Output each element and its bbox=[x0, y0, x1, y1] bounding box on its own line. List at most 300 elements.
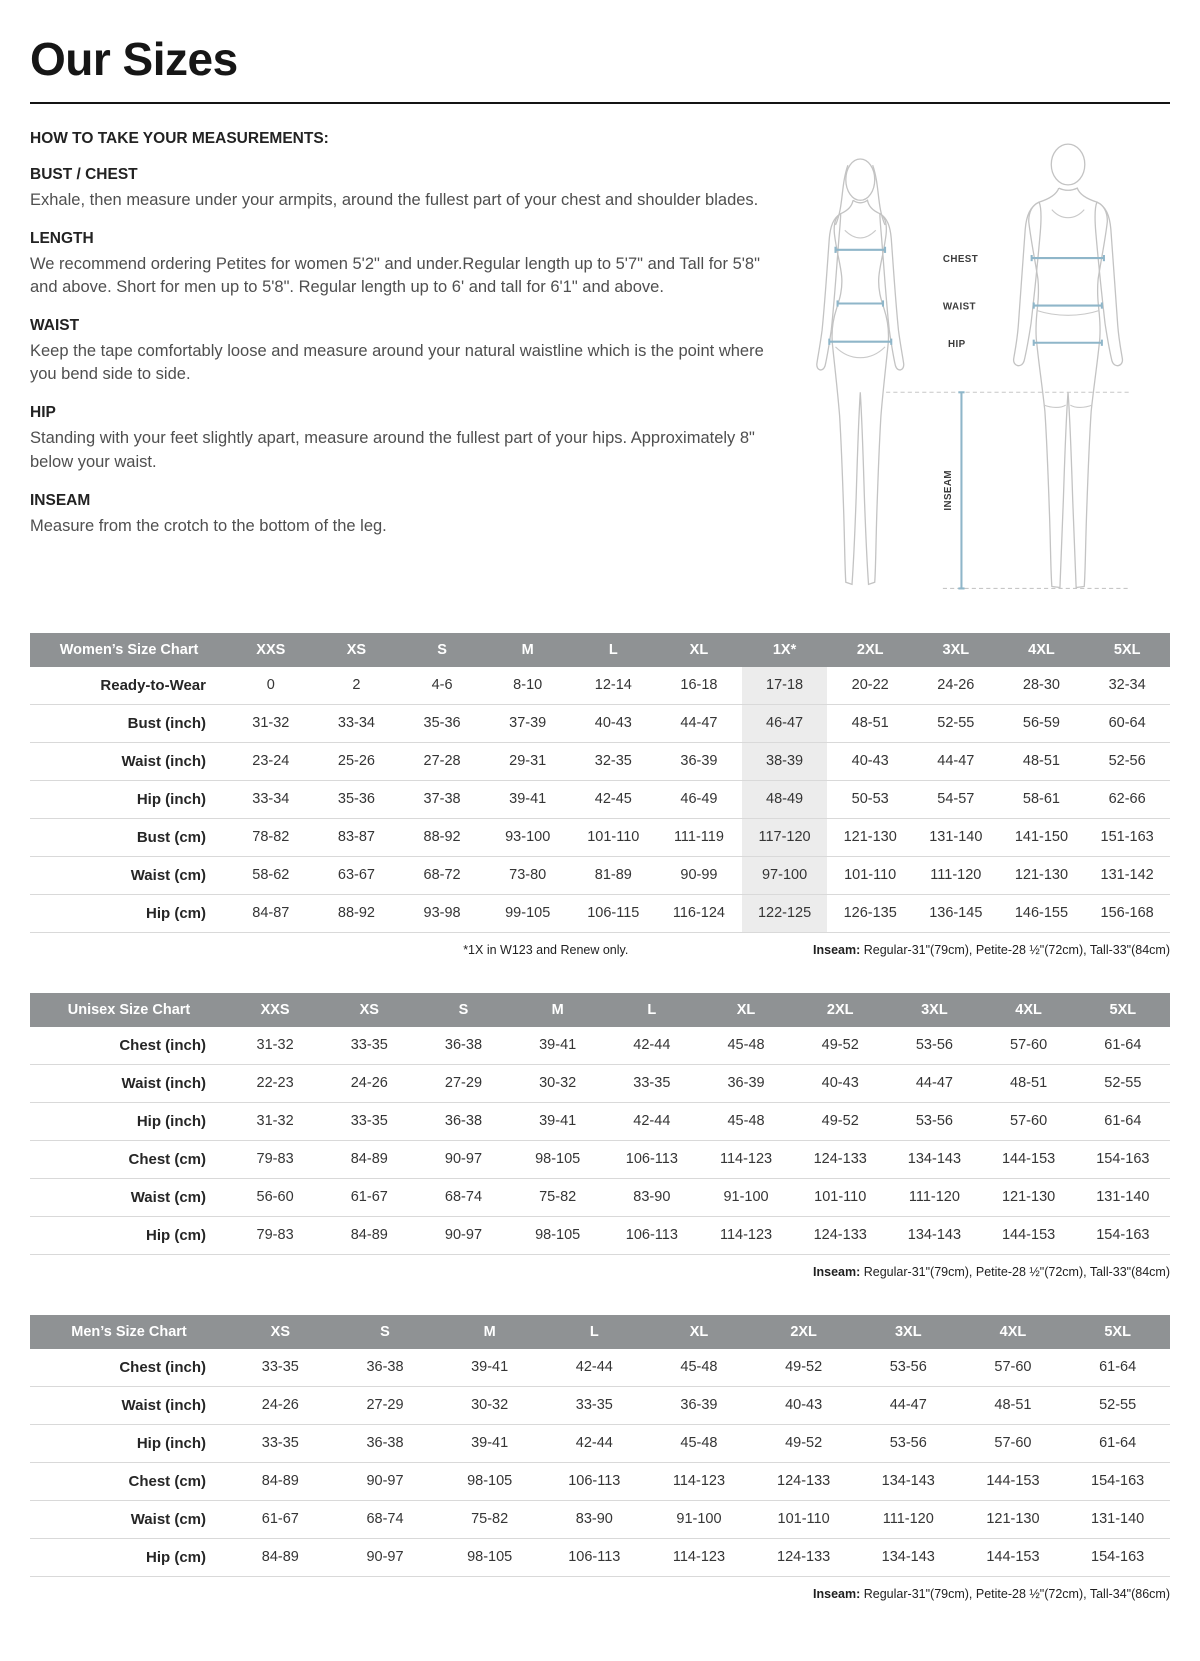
size-cell: 23-24 bbox=[252, 753, 290, 770]
table-row bbox=[30, 1386, 1170, 1424]
size-cell: 32-34 bbox=[1108, 677, 1146, 694]
size-cell: 33-34 bbox=[337, 715, 375, 732]
size-cell: 98-105 bbox=[535, 1227, 581, 1244]
size-cell: 52-55 bbox=[1099, 1397, 1137, 1414]
column-header: L bbox=[571, 633, 657, 667]
body-measurement-diagram bbox=[788, 126, 1170, 603]
size-cell: 36-38 bbox=[366, 1435, 404, 1452]
size-cell: 38-39 bbox=[742, 742, 828, 780]
size-cell: 45-48 bbox=[727, 1113, 765, 1130]
size-cell: 93-100 bbox=[505, 829, 551, 846]
size-cell: 49-52 bbox=[785, 1359, 823, 1376]
size-cell: 31-32 bbox=[252, 715, 290, 732]
size-cell: 101-110 bbox=[844, 867, 897, 884]
size-cell: 45-48 bbox=[680, 1359, 718, 1376]
section-title: BUST / CHEST bbox=[30, 166, 138, 183]
inseam-footnote-text: Regular-31"(79cm), Petite-28 ½"(72cm), Tall-33"(84cm) bbox=[860, 942, 1170, 957]
size-cell: 68-74 bbox=[366, 1511, 404, 1528]
size-cell: 144-153 bbox=[1001, 1151, 1056, 1168]
size-cell: 84-87 bbox=[252, 905, 290, 922]
table-row bbox=[30, 1140, 1170, 1178]
column-header: L bbox=[605, 993, 699, 1027]
row-label: Waist (inch) bbox=[121, 1074, 206, 1092]
table-row bbox=[30, 818, 1170, 856]
size-cell: 68-74 bbox=[444, 1189, 483, 1206]
inseam-footnote-text: Regular-31"(79cm), Petite-28 ½"(72cm), Tall-33"(84cm) bbox=[860, 1264, 1170, 1279]
size-cell: 88-92 bbox=[423, 829, 461, 846]
size-cell: 48-51 bbox=[1022, 753, 1060, 770]
size-cell: 88-92 bbox=[337, 905, 375, 922]
section-title: INSEAM bbox=[30, 491, 91, 509]
column-header: XL bbox=[647, 1315, 752, 1349]
size-cell: 84-89 bbox=[350, 1151, 388, 1168]
unisex-size-chart-section bbox=[30, 993, 1170, 1279]
howto-heading: HOW TO TAKE YOUR MEASUREMENTS: bbox=[30, 130, 329, 147]
size-cell: 40-43 bbox=[785, 1397, 823, 1414]
size-cell: 134-143 bbox=[881, 1549, 935, 1566]
size-cell: 106-113 bbox=[568, 1549, 621, 1566]
row-label: Chest (inch) bbox=[119, 1358, 206, 1376]
size-cell: 46-47 bbox=[742, 704, 828, 742]
column-header: L bbox=[542, 1315, 647, 1349]
size-cell: 57-60 bbox=[1010, 1037, 1048, 1054]
inseam-footnote-text: Regular-31"(79cm), Petite-28 ½"(72cm), Tall-34"(86cm) bbox=[860, 1586, 1170, 1601]
size-cell: 81-89 bbox=[594, 867, 632, 884]
size-cell: 53-56 bbox=[915, 1037, 953, 1054]
size-cell: 20-22 bbox=[851, 677, 889, 694]
size-cell: 111-120 bbox=[908, 1189, 960, 1206]
column-header: XL bbox=[699, 993, 793, 1027]
column-header: 2XL bbox=[827, 633, 913, 667]
column-header: S bbox=[333, 1315, 438, 1349]
size-cell: 30-32 bbox=[471, 1397, 509, 1414]
size-cell: 35-36 bbox=[337, 791, 375, 808]
size-cell: 156-168 bbox=[1100, 905, 1154, 922]
size-cell: 124-133 bbox=[813, 1151, 867, 1168]
size-cell: 61-64 bbox=[1099, 1435, 1137, 1452]
size-cell: 151-163 bbox=[1100, 829, 1154, 846]
table-row bbox=[30, 1349, 1170, 1387]
mens-size-chart-table bbox=[30, 1315, 1170, 1577]
size-cell: 84-89 bbox=[350, 1227, 388, 1244]
table-row bbox=[30, 1462, 1170, 1500]
size-cell: 40-43 bbox=[594, 715, 632, 732]
size-cell: 101-110 bbox=[814, 1189, 867, 1206]
womens-chart-notes bbox=[30, 943, 1170, 957]
size-cell: 36-38 bbox=[444, 1037, 483, 1054]
table-row bbox=[30, 780, 1170, 818]
table-row bbox=[30, 1500, 1170, 1538]
size-cell: 52-55 bbox=[1104, 1075, 1142, 1092]
size-cell: 98-105 bbox=[535, 1151, 581, 1168]
size-cell: 56-60 bbox=[256, 1189, 294, 1206]
inseam-footnote bbox=[813, 943, 1170, 957]
measurement-instructions bbox=[30, 126, 768, 603]
size-cell: 24-26 bbox=[937, 677, 975, 694]
size-cell: 124-133 bbox=[777, 1473, 831, 1490]
row-label: Chest (inch) bbox=[119, 1036, 206, 1054]
size-cell: 121-130 bbox=[986, 1511, 1040, 1528]
size-cell: 63-67 bbox=[337, 867, 375, 884]
page-title: Our Sizes bbox=[30, 33, 238, 85]
size-cell: 48-51 bbox=[851, 715, 889, 732]
size-cell: 57-60 bbox=[1010, 1113, 1048, 1130]
size-cell: 84-89 bbox=[261, 1549, 299, 1566]
size-cell: 33-35 bbox=[633, 1075, 671, 1092]
section-body: Keep the tape comfortably loose and measure around your natural waistline which is the point where you bend side to side. bbox=[30, 342, 764, 384]
size-cell: 25-26 bbox=[337, 753, 375, 770]
table-row bbox=[30, 667, 1170, 705]
size-cell: 106-115 bbox=[587, 905, 640, 922]
row-label: Hip (inch) bbox=[136, 1434, 206, 1452]
size-cell: 131-140 bbox=[1096, 1189, 1150, 1206]
male-figure bbox=[1014, 144, 1123, 587]
size-cell: 141-150 bbox=[1014, 829, 1069, 846]
header-row bbox=[30, 993, 1170, 1027]
size-cell: 29-31 bbox=[509, 753, 547, 770]
size-cell: 33-34 bbox=[252, 791, 290, 808]
size-cell: 24-26 bbox=[261, 1397, 299, 1414]
size-cell: 131-140 bbox=[1091, 1511, 1145, 1528]
female-measure-lines bbox=[829, 247, 891, 345]
size-cell: 35-36 bbox=[423, 715, 461, 732]
size-cell: 90-97 bbox=[366, 1473, 404, 1490]
size-cell: 22-23 bbox=[256, 1075, 294, 1092]
size-cell: 131-142 bbox=[1100, 867, 1154, 884]
hip-label: HIP bbox=[948, 338, 966, 350]
size-cell: 30-32 bbox=[539, 1075, 577, 1092]
column-header: 3XL bbox=[856, 1315, 961, 1349]
section-body: Standing with your feet slightly apart, measure around the fullest part of your hips. Approximately 8" below your waist. bbox=[30, 429, 755, 471]
size-cell: 27-29 bbox=[444, 1075, 483, 1092]
section-body: Measure from the crotch to the bottom of the leg. bbox=[30, 516, 387, 535]
header-row bbox=[30, 1315, 1170, 1349]
waist-label: WAIST bbox=[942, 301, 976, 313]
size-cell: 36-38 bbox=[366, 1359, 404, 1376]
size-cell: 53-56 bbox=[915, 1113, 953, 1130]
size-cell: 93-98 bbox=[423, 905, 461, 922]
one-x-footnote: *1X in W123 and Renew only. bbox=[463, 942, 629, 957]
size-cell: 111-119 bbox=[673, 829, 724, 846]
size-cell: 60-64 bbox=[1108, 715, 1146, 732]
table-row bbox=[30, 1178, 1170, 1216]
table-title: Unisex Size Chart bbox=[30, 993, 228, 1027]
size-cell: 36-39 bbox=[727, 1075, 765, 1092]
size-cell: 33-35 bbox=[350, 1037, 388, 1054]
size-cell: 31-32 bbox=[256, 1113, 294, 1130]
size-cell: 97-100 bbox=[742, 856, 828, 894]
row-label: Waist (cm) bbox=[130, 1510, 206, 1528]
column-header: 4XL bbox=[982, 993, 1076, 1027]
size-cell: 144-153 bbox=[986, 1549, 1040, 1566]
size-cell: 114-123 bbox=[719, 1227, 773, 1244]
size-cell: 44-47 bbox=[889, 1397, 927, 1414]
table-row bbox=[30, 1102, 1170, 1140]
title-divider bbox=[30, 102, 1170, 104]
table-title: Men’s Size Chart bbox=[30, 1315, 228, 1349]
column-header: XS bbox=[314, 633, 400, 667]
size-cell: 49-52 bbox=[821, 1037, 859, 1054]
table-row bbox=[30, 856, 1170, 894]
section-hip bbox=[30, 404, 768, 473]
column-header: XL bbox=[656, 633, 742, 667]
size-cell: 106-113 bbox=[625, 1151, 678, 1168]
body-figures-illustration bbox=[788, 128, 1170, 603]
row-label: Waist (inch) bbox=[121, 1396, 206, 1414]
table-row bbox=[30, 894, 1170, 932]
size-cell: 44-47 bbox=[937, 753, 975, 770]
inseam-footnote-label: Inseam: bbox=[813, 1586, 861, 1601]
size-cell: 90-97 bbox=[444, 1227, 483, 1244]
size-cell: 49-52 bbox=[785, 1435, 823, 1452]
size-cell: 61-64 bbox=[1099, 1359, 1137, 1376]
size-cell: 154-163 bbox=[1091, 1473, 1145, 1490]
column-header: XXS bbox=[228, 993, 322, 1027]
size-cell: 40-43 bbox=[821, 1075, 859, 1092]
size-cell: 134-143 bbox=[881, 1473, 935, 1490]
size-cell: 56-59 bbox=[1022, 715, 1060, 732]
size-cell: 73-80 bbox=[509, 867, 547, 884]
table-row bbox=[30, 1424, 1170, 1462]
size-cell: 27-29 bbox=[366, 1397, 404, 1414]
row-label: Hip (cm) bbox=[146, 904, 206, 922]
size-cell: 90-97 bbox=[444, 1151, 483, 1168]
size-cell: 28-30 bbox=[1022, 677, 1060, 694]
column-header: 5XL bbox=[1065, 1315, 1170, 1349]
size-cell: 40-43 bbox=[851, 753, 889, 770]
size-cell: 114-123 bbox=[719, 1151, 773, 1168]
size-cell: 42-44 bbox=[633, 1113, 671, 1130]
male-measure-lines bbox=[1032, 255, 1104, 346]
size-cell: 75-82 bbox=[539, 1189, 577, 1206]
row-label: Waist (cm) bbox=[130, 866, 206, 884]
size-cell: 0 bbox=[266, 677, 275, 694]
size-cell: 126-135 bbox=[843, 905, 897, 922]
size-cell: 4-6 bbox=[431, 677, 453, 694]
size-cell: 124-133 bbox=[813, 1227, 867, 1244]
size-cell: 121-130 bbox=[1001, 1189, 1056, 1206]
size-cell: 91-100 bbox=[723, 1189, 769, 1206]
column-header: 1X* bbox=[742, 633, 828, 667]
size-cell: 39-41 bbox=[471, 1359, 509, 1376]
section-title: LENGTH bbox=[30, 230, 94, 248]
size-cell: 54-57 bbox=[937, 791, 975, 808]
size-cell: 154-163 bbox=[1096, 1227, 1150, 1244]
size-cell: 79-83 bbox=[256, 1151, 294, 1168]
size-cell: 48-51 bbox=[994, 1397, 1032, 1414]
size-cell: 31-32 bbox=[256, 1037, 294, 1054]
section-body: Exhale, then measure under your armpits, around the fullest part of your chest and shoulder blades. bbox=[30, 191, 759, 209]
row-label: Hip (inch) bbox=[136, 1112, 206, 1130]
section-length bbox=[30, 230, 768, 299]
row-label: Ready-to-Wear bbox=[100, 676, 206, 694]
row-label: Hip (cm) bbox=[146, 1226, 206, 1244]
column-header: S bbox=[416, 993, 510, 1027]
size-cell: 121-130 bbox=[1014, 867, 1069, 884]
size-cell: 144-153 bbox=[1001, 1227, 1056, 1244]
size-cell: 57-60 bbox=[994, 1435, 1032, 1452]
size-cell: 42-45 bbox=[594, 791, 632, 808]
size-cell: 154-163 bbox=[1096, 1151, 1150, 1168]
column-header: XS bbox=[228, 1315, 333, 1349]
column-header: 4XL bbox=[961, 1315, 1066, 1349]
size-cell: 45-48 bbox=[680, 1435, 718, 1452]
row-label: Chest (cm) bbox=[128, 1472, 206, 1490]
size-cell: 62-66 bbox=[1108, 791, 1146, 808]
size-cell: 106-113 bbox=[568, 1473, 621, 1490]
size-cell: 121-130 bbox=[843, 829, 897, 846]
size-cell: 144-153 bbox=[986, 1473, 1040, 1490]
row-label: Bust (inch) bbox=[127, 714, 206, 732]
size-cell: 111-120 bbox=[930, 867, 982, 884]
column-header: S bbox=[399, 633, 485, 667]
row-label: Waist (cm) bbox=[130, 1188, 206, 1206]
size-cell: 33-35 bbox=[350, 1113, 388, 1130]
column-header: 3XL bbox=[887, 993, 981, 1027]
size-cell: 134-143 bbox=[907, 1227, 962, 1244]
size-cell: 101-110 bbox=[777, 1511, 830, 1528]
size-cell: 61-64 bbox=[1104, 1113, 1142, 1130]
size-cell: 24-26 bbox=[350, 1075, 388, 1092]
table-title: Women’s Size Chart bbox=[30, 633, 228, 667]
size-cell: 44-47 bbox=[915, 1075, 953, 1092]
size-cell: 49-52 bbox=[821, 1113, 859, 1130]
size-cell: 39-41 bbox=[509, 791, 547, 808]
table-row bbox=[30, 1538, 1170, 1576]
size-cell: 48-51 bbox=[1010, 1075, 1048, 1092]
size-cell: 53-56 bbox=[889, 1359, 927, 1376]
size-cell: 61-67 bbox=[350, 1189, 388, 1206]
row-label: Chest (cm) bbox=[128, 1150, 206, 1168]
size-cell: 52-55 bbox=[937, 715, 975, 732]
section-title: HIP bbox=[30, 404, 56, 422]
size-cell: 8-10 bbox=[513, 677, 543, 694]
female-figure bbox=[817, 159, 904, 584]
column-header: XS bbox=[322, 993, 416, 1027]
size-cell: 39-41 bbox=[539, 1113, 577, 1130]
size-cell: 42-44 bbox=[575, 1435, 613, 1452]
row-label: Hip (cm) bbox=[146, 1548, 206, 1566]
size-cell: 2 bbox=[352, 677, 361, 694]
size-cell: 58-61 bbox=[1022, 791, 1060, 808]
size-cell: 136-145 bbox=[929, 905, 983, 922]
size-cell: 17-18 bbox=[742, 667, 828, 705]
table-row bbox=[30, 742, 1170, 780]
size-cell: 154-163 bbox=[1091, 1549, 1145, 1566]
size-cell: 36-39 bbox=[680, 753, 718, 770]
column-header: 3XL bbox=[913, 633, 999, 667]
table-row bbox=[30, 704, 1170, 742]
size-cell: 91-100 bbox=[676, 1511, 722, 1528]
row-label: Waist (inch) bbox=[121, 752, 206, 770]
section-bust-chest bbox=[30, 166, 768, 212]
inseam-guides bbox=[886, 392, 1131, 588]
inseam-footnote bbox=[813, 1265, 1170, 1279]
unisex-size-chart-table bbox=[30, 993, 1170, 1255]
size-cell: 32-35 bbox=[594, 753, 632, 770]
size-cell: 90-97 bbox=[366, 1549, 404, 1566]
size-cell: 122-125 bbox=[742, 894, 828, 932]
size-cell: 101-110 bbox=[587, 829, 640, 846]
size-cell: 124-133 bbox=[777, 1549, 831, 1566]
size-cell: 36-39 bbox=[680, 1397, 718, 1414]
size-cell: 99-105 bbox=[505, 905, 551, 922]
size-cell: 84-89 bbox=[261, 1473, 299, 1490]
column-header: 2XL bbox=[793, 993, 887, 1027]
section-waist bbox=[30, 317, 768, 386]
size-cell: 83-90 bbox=[575, 1511, 613, 1528]
size-cell: 45-48 bbox=[727, 1037, 765, 1054]
size-cell: 83-87 bbox=[337, 829, 375, 846]
size-cell: 98-105 bbox=[467, 1473, 513, 1490]
size-cell: 39-41 bbox=[471, 1435, 509, 1452]
size-cell: 37-39 bbox=[509, 715, 547, 732]
table-row bbox=[30, 1027, 1170, 1065]
size-cell: 46-49 bbox=[680, 791, 718, 808]
column-header: 2XL bbox=[751, 1315, 856, 1349]
row-label: Hip (inch) bbox=[136, 790, 206, 808]
row-label: Bust (cm) bbox=[136, 828, 206, 846]
size-cell: 53-56 bbox=[889, 1435, 927, 1452]
inseam-label: INSEAM bbox=[943, 470, 955, 511]
size-cell: 134-143 bbox=[907, 1151, 962, 1168]
inseam-footnote-label: Inseam: bbox=[813, 942, 861, 957]
size-cell: 68-72 bbox=[423, 867, 461, 884]
size-cell: 42-44 bbox=[633, 1037, 671, 1054]
size-cell: 58-62 bbox=[252, 867, 290, 884]
size-cell: 16-18 bbox=[680, 677, 718, 694]
size-cell: 117-120 bbox=[742, 818, 828, 856]
size-cell: 37-38 bbox=[423, 791, 461, 808]
size-cell: 44-47 bbox=[680, 715, 718, 732]
size-cell: 50-53 bbox=[851, 791, 889, 808]
size-cell: 83-90 bbox=[633, 1189, 671, 1206]
column-header: M bbox=[511, 993, 605, 1027]
header-row bbox=[30, 633, 1170, 667]
womens-size-chart-section bbox=[30, 633, 1170, 957]
unisex-chart-notes bbox=[30, 1265, 1170, 1279]
size-cell: 12-14 bbox=[594, 677, 632, 694]
size-cell: 98-105 bbox=[467, 1549, 513, 1566]
size-cell: 114-123 bbox=[672, 1549, 726, 1566]
size-cell: 90-99 bbox=[680, 867, 718, 884]
size-cell: 33-35 bbox=[261, 1435, 299, 1452]
section-body: We recommend ordering Petites for women 5'2" and under.Regular length up to 5'7" and Tall for 5'8" and above. Short for men up to 5'8". Regular length up to 6' and tall for 6'1" and above. bbox=[30, 255, 760, 297]
size-cell: 36-38 bbox=[444, 1113, 483, 1130]
size-cell: 114-123 bbox=[672, 1473, 726, 1490]
section-title: WAIST bbox=[30, 317, 80, 335]
size-cell: 33-35 bbox=[575, 1397, 613, 1414]
mens-size-chart-section bbox=[30, 1315, 1170, 1601]
size-cell: 42-44 bbox=[575, 1359, 613, 1376]
table-row bbox=[30, 1216, 1170, 1254]
size-cell: 61-67 bbox=[261, 1511, 299, 1528]
size-cell: 48-49 bbox=[742, 780, 828, 818]
column-header: M bbox=[485, 633, 571, 667]
column-header: 4XL bbox=[999, 633, 1085, 667]
size-cell: 75-82 bbox=[471, 1511, 509, 1528]
size-cell: 27-28 bbox=[423, 753, 461, 770]
table-row bbox=[30, 1064, 1170, 1102]
size-cell: 79-83 bbox=[256, 1227, 294, 1244]
size-cell: 57-60 bbox=[994, 1359, 1032, 1376]
column-header: 5XL bbox=[1076, 993, 1170, 1027]
section-inseam bbox=[30, 492, 768, 538]
size-cell: 131-140 bbox=[929, 829, 983, 846]
size-cell: 116-124 bbox=[672, 905, 725, 922]
inseam-footnote-label: Inseam: bbox=[813, 1264, 861, 1279]
size-cell: 78-82 bbox=[252, 829, 290, 846]
